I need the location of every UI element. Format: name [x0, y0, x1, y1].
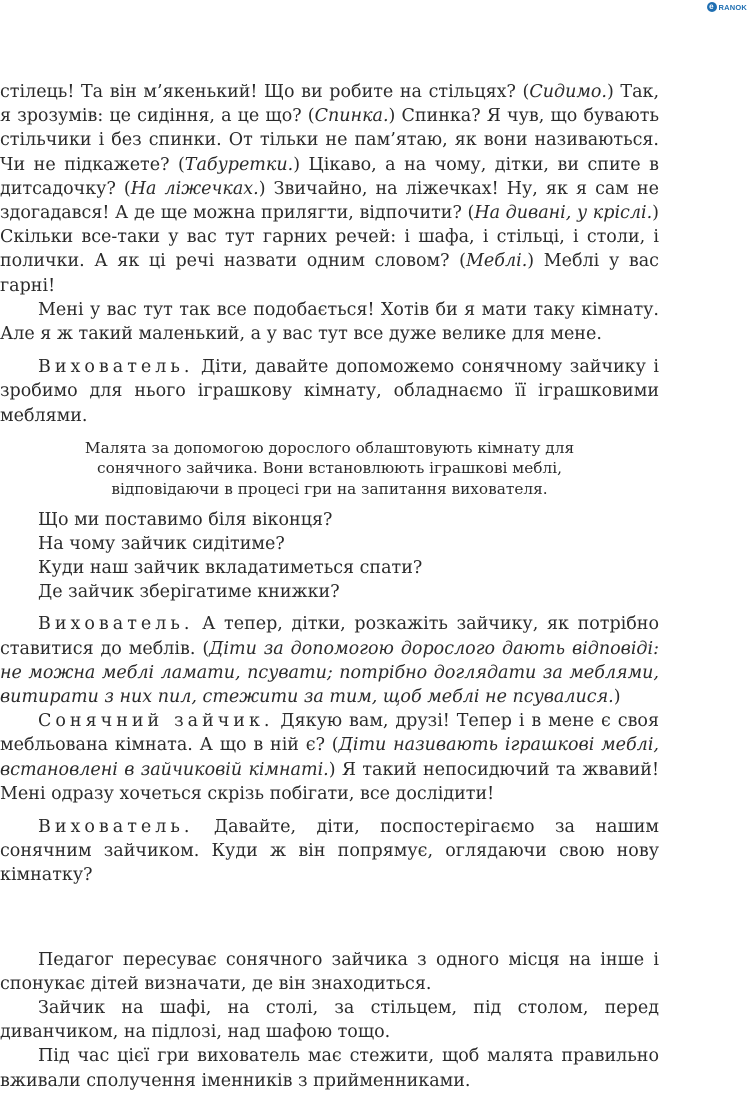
stage-answer: Меблі. — [466, 251, 528, 272]
stage-answer: Табуретки. — [184, 154, 294, 175]
paragraph-1 — [0, 80, 659, 298]
text: ) Меблі у вас гарні! — [0, 251, 659, 296]
text: ) Спинка? Я чув, що бувають стільчики і без спинки. От тільки не пам’ятаю, як вони називаються. Чи не підкажете? ( — [0, 106, 660, 175]
paragraph-8: Зайчик на шафі, на столі, за стільцем, під столом, перед диванчиком, на підлозі, над шафою тощо. — [0, 997, 659, 1043]
text: ) Так, я зрозумів: це сидіння, а це що? ( — [0, 82, 660, 127]
paragraph-9: Під час цієї гри вихователь має стежити, щоб малята правильно вживали сполучення іменників з прийменниками. — [0, 1046, 659, 1091]
stage-answer: Діти за допомогою дорослого дають відповіді: не можна меблі ламати, псувати; потрібно доглядати за меблями, витирати з них пил, стежити за тим, щоб меблі не псувалися. — [0, 638, 660, 707]
paragraph-2: Мені у вас тут так все подобається! Хотів би я мати таку кімнату. Але я ж такий маленький, а у вас тут все дуже велике для мене. — [0, 299, 659, 345]
speaker-label: Вихователь. — [38, 357, 194, 378]
text: ) Я такий непосидючий та жвавий! Мені одразу хочеться скрізь побігати, все дослідити! — [0, 759, 659, 804]
text: ) Звичайно, на ліжечках! Ну, як я сам не здогадався! А де ще можна прилягти, відпочити? ( — [0, 178, 659, 224]
text: ) Цікаво, а на чому, дітки, ви спите в дитсадочку? ( — [0, 154, 659, 199]
text: ) Скільки все-таки у вас тут гарних речей: і шафа, і стільці, і столи, і полички. А як ці речі назвати одним словом? ( — [0, 203, 659, 272]
paragraph-4 — [0, 612, 659, 709]
logo-text: RANOK — [718, 2, 747, 12]
text: А тепер, дітки, розкажіть зайчику, як потрібно ставитися до меблів. ( — [0, 614, 659, 659]
page-text — [0, 80, 659, 1093]
text: Давайте, діти, поспостерігаємо за нашим сонячним зайчиком. Куди ж він попрямує, оглядаючи свою нову кімнатку? — [0, 816, 659, 886]
stage-answer: Діти називають іграшкові меблі, встановлені в зайчиковій кімнаті. — [0, 735, 659, 780]
paragraph-7: Педагог пересуває сонячного зайчика з одного місця на інше і спонукає дітей визначати, де він знаходиться. — [0, 949, 659, 994]
publisher-logo — [707, 2, 748, 12]
paragraph-6 — [0, 815, 659, 888]
text: Дякую вам, друзі! Тепер і в мене є своя мебльована кімната. А що в ній є? ( — [0, 711, 659, 756]
question-item: Куди наш зайчик вкладатиметься спати? — [38, 558, 423, 579]
stage-answer: Сидимо. — [529, 82, 607, 102]
stage-answer: На ліжечках. — [130, 178, 259, 199]
text: Діти, давайте допоможемо сонячному зайчику і зробимо для нього іграшкову кімнату, обладнаємо її іграшковими меблями. — [0, 357, 659, 426]
question-item: Що ми поставимо біля віконця? — [38, 510, 333, 531]
text: стілець! Та він м’якенький! Що ви робите на стільцях? ( — [0, 82, 530, 102]
paragraph-3 — [0, 355, 659, 428]
question-item: На чому зайчик сидітиме? — [38, 534, 285, 555]
logo-mark-icon: e — [707, 2, 717, 12]
question-list — [0, 508, 659, 604]
question-item: Де зайчик зберігатиме книжки? — [38, 582, 340, 603]
speaker-label: Вихователь. — [38, 614, 194, 635]
stage-remark: Малята за допомогою дорослого облаштовують кімнату для сонячного зайчика. Вони встановлюють іграшкові меблі, відповідаючи в процесі гри на запитання вихователя. — [84, 438, 575, 498]
speaker-label: Сонячний зайчик. — [38, 711, 274, 732]
text: ) — [613, 686, 621, 707]
paragraph-5 — [0, 709, 659, 806]
speaker-label: Вихователь. — [38, 816, 194, 837]
stage-answer: На дивані, у кріслі. — [474, 203, 653, 224]
stage-answer: Спинка. — [314, 106, 389, 127]
